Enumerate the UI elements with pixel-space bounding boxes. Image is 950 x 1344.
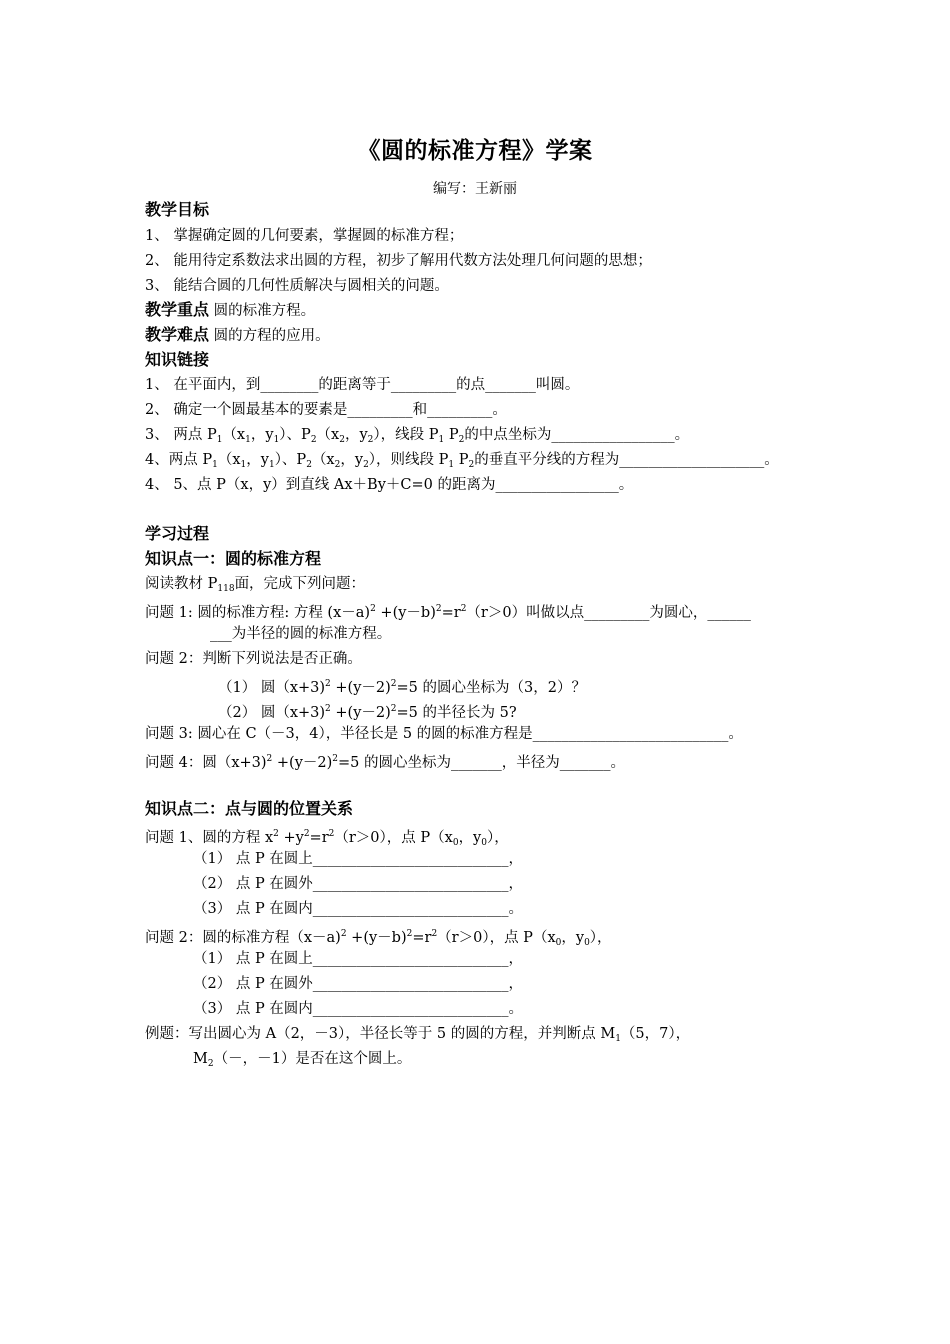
superscript: 2 [370, 604, 376, 614]
subscript: 1 [438, 435, 445, 445]
superscript: 2 [266, 754, 273, 764]
text-segment: ，y [344, 427, 368, 443]
key-point-line [145, 300, 315, 321]
document-title: 《圆的标准方程》学案 [357, 138, 593, 164]
subscript: 0 [555, 938, 562, 948]
text-segment: 例题：写出圆心为 A（2，－3），半径长等于 5 的圆的方程，并判断点 M [145, 1026, 616, 1042]
text-segment: =r [412, 930, 432, 946]
text-segment: 面，完成下列问题： [234, 576, 366, 592]
text-segment: =r [309, 830, 329, 846]
goal-item-3: 3、 能结合圆的几何性质解决与圆相关的问题。 [145, 278, 449, 294]
text-segment: +(y－b) [346, 930, 407, 946]
k2-q2-item-2: （2） 点 P 在圆外___________________________， [193, 976, 524, 992]
subscript: 2 [334, 460, 341, 470]
text-segment: 问题 2：圆的标准方程（x－a) [145, 930, 341, 946]
superscript: 2 [325, 679, 331, 689]
goals-heading: 教学目标 [145, 200, 210, 219]
subscript: 2 [468, 460, 475, 470]
subscript: 1 [245, 435, 251, 445]
link-item-2: 2、 确定一个圆最基本的要素是_________和_________。 [145, 402, 507, 418]
example-line-2 [193, 1049, 411, 1074]
subscript: 2 [367, 435, 374, 445]
text-segment: 4、两点 P [145, 452, 213, 468]
superscript: 2 [325, 704, 331, 714]
text-segment: 问题 1: 圆的标准方程: 方程 (x－a) [145, 605, 371, 621]
text-segment: （x [311, 452, 335, 468]
question-2: 问题 2：判断下列说法是否正确。 [145, 651, 362, 667]
text-segment: +(y－2) [330, 680, 391, 696]
text-segment: +(y－b) [375, 605, 436, 621]
text-segment: ）、P [274, 452, 307, 468]
superscript: 2 [303, 829, 310, 839]
subscript: 1 [268, 460, 275, 470]
text-segment: （x [222, 427, 246, 443]
text-segment: ，y [340, 452, 364, 468]
superscript: 2 [273, 829, 279, 839]
text-segment: ，y [246, 452, 269, 468]
k1-heading: 知识点一：圆的标准方程 [145, 549, 322, 568]
subscript: 1 [448, 460, 455, 470]
subscript: 1 [615, 1034, 621, 1044]
subscript: 2 [306, 460, 312, 470]
link-item-1: 1、 在平面内，到________的距离等于_________的点_______叫圆。 [145, 377, 580, 393]
text-segment: （1） 圆（x+3) [218, 680, 326, 696]
superscript: 2 [332, 754, 339, 764]
subscript: 0 [481, 838, 487, 848]
k2-q1-item-1: （1） 点 P 在圆上___________________________， [193, 851, 524, 867]
text-segment: ，y [458, 830, 482, 846]
k2-q1-item-3: （3） 点 P 在圆内___________________________。 [193, 901, 524, 917]
k2-q2-item-3: （3） 点 P 在圆内___________________________。 [193, 1001, 524, 1017]
link-item-5: 4、 5、点 P（x，y）到直线 Ax＋By＋C=0 的距离为_________________。 [145, 477, 634, 493]
text-segment: ）， [589, 930, 612, 946]
text-segment: =5 的半径长为 5? [396, 705, 517, 721]
question-3: 问题 3: 圆心在 C（－3，4），半径长是 5 的圆的标准方程是___________________________。 [145, 726, 743, 742]
question-2-item-1 [218, 674, 586, 698]
goal-item-1: 1、 掌握确定圆的几何要素，掌握圆的标准方程； [145, 228, 464, 244]
superscript: 2 [431, 929, 438, 939]
question-1 [145, 599, 751, 623]
text-segment: =r [441, 605, 461, 621]
subscript: 1 [240, 460, 247, 470]
k2-q1-item-2: （2） 点 P 在圆外___________________________， [193, 876, 524, 892]
text-segment: （5，7）， [620, 1026, 691, 1042]
text-segment: +y [278, 830, 304, 846]
subscript: 2 [207, 1059, 214, 1069]
links-heading: 知识链接 [145, 350, 210, 369]
process-heading: 学习过程 [145, 524, 210, 543]
text-segment: =5 的圆心坐标为（3，2）？ [396, 680, 586, 696]
superscript: 2 [390, 679, 397, 689]
subscript: 0 [452, 838, 459, 848]
superscript: 2 [340, 929, 347, 939]
text-segment: M [193, 1051, 208, 1067]
text-segment: 的中点坐标为_________________。 [464, 427, 690, 443]
document-author: 编写：王新丽 [433, 181, 517, 197]
goal-item-2: 2、 能用待定系数法求出圆的方程，初步了解用代数方法处理几何问题的思想； [145, 253, 652, 269]
text-segment: 阅读教材 P [145, 576, 218, 592]
text-segment: ）、P [279, 427, 311, 443]
superscript: 2 [390, 704, 397, 714]
question-1-continued: ___为半径的圆的标准方程。 [210, 626, 392, 642]
text-segment: ），则线段 P [368, 452, 449, 468]
text-segment: ），线段 P [373, 427, 439, 443]
text-segment: （x [316, 427, 340, 443]
text-segment: P [454, 452, 469, 468]
question-2-item-2 [218, 699, 517, 723]
text-segment: （r＞0）叫做以点_________为圆心，______ [466, 605, 751, 621]
text-segment: （－，－1）是否在这个圆上。 [213, 1051, 412, 1067]
superscript: 2 [460, 604, 467, 614]
text-segment: 的垂直平分线的方程为____________________。 [474, 452, 779, 468]
key-point-text: 圆的标准方程。 [209, 303, 316, 319]
subscript: 2 [363, 460, 369, 470]
text-segment: ，y [561, 930, 585, 946]
link-item-3 [145, 425, 689, 450]
text-segment: 问题 1、圆的方程 x [145, 830, 274, 846]
text-segment: P [444, 427, 459, 443]
text-segment: （x [217, 452, 241, 468]
subscript: 1 [212, 460, 218, 470]
text-segment: +(y－2) [272, 755, 333, 771]
subscript: 118 [217, 584, 235, 594]
reading-instruction [145, 574, 365, 599]
text-segment: （r＞0），点 P（x [437, 930, 556, 946]
text-segment: ）， [487, 830, 509, 846]
subscript: 2 [339, 435, 345, 445]
difficulty-label: 教学难点 [145, 325, 210, 344]
question-4 [145, 749, 625, 773]
difficulty-text: 圆的方程的应用。 [209, 328, 330, 344]
k2-heading: 知识点二：点与圆的位置关系 [145, 799, 354, 818]
text-segment: （r＞0），点 P（x [334, 830, 453, 846]
key-point-label: 教学重点 [145, 300, 210, 319]
text-segment: +(y－2) [330, 705, 391, 721]
text-segment: 3、 两点 P [145, 427, 217, 443]
subscript: 2 [458, 435, 465, 445]
superscript: 2 [435, 604, 442, 614]
superscript: 2 [406, 929, 413, 939]
text-segment: ，y [250, 427, 274, 443]
subscript: 2 [310, 435, 317, 445]
example-line-1 [145, 1024, 690, 1049]
link-item-4 [145, 450, 779, 475]
text-segment: =5 的圆心坐标为_______，半径为_______。 [338, 755, 625, 771]
difficulty-line [145, 325, 330, 346]
subscript: 0 [584, 938, 590, 948]
superscript: 2 [328, 829, 335, 839]
k2-q2-item-1: （1） 点 P 在圆上___________________________， [193, 951, 524, 967]
text-segment: （2） 圆（x+3) [218, 705, 326, 721]
subscript: 1 [273, 435, 280, 445]
subscript: 1 [216, 435, 223, 445]
text-segment: 问题 4：圆（x+3) [145, 755, 267, 771]
